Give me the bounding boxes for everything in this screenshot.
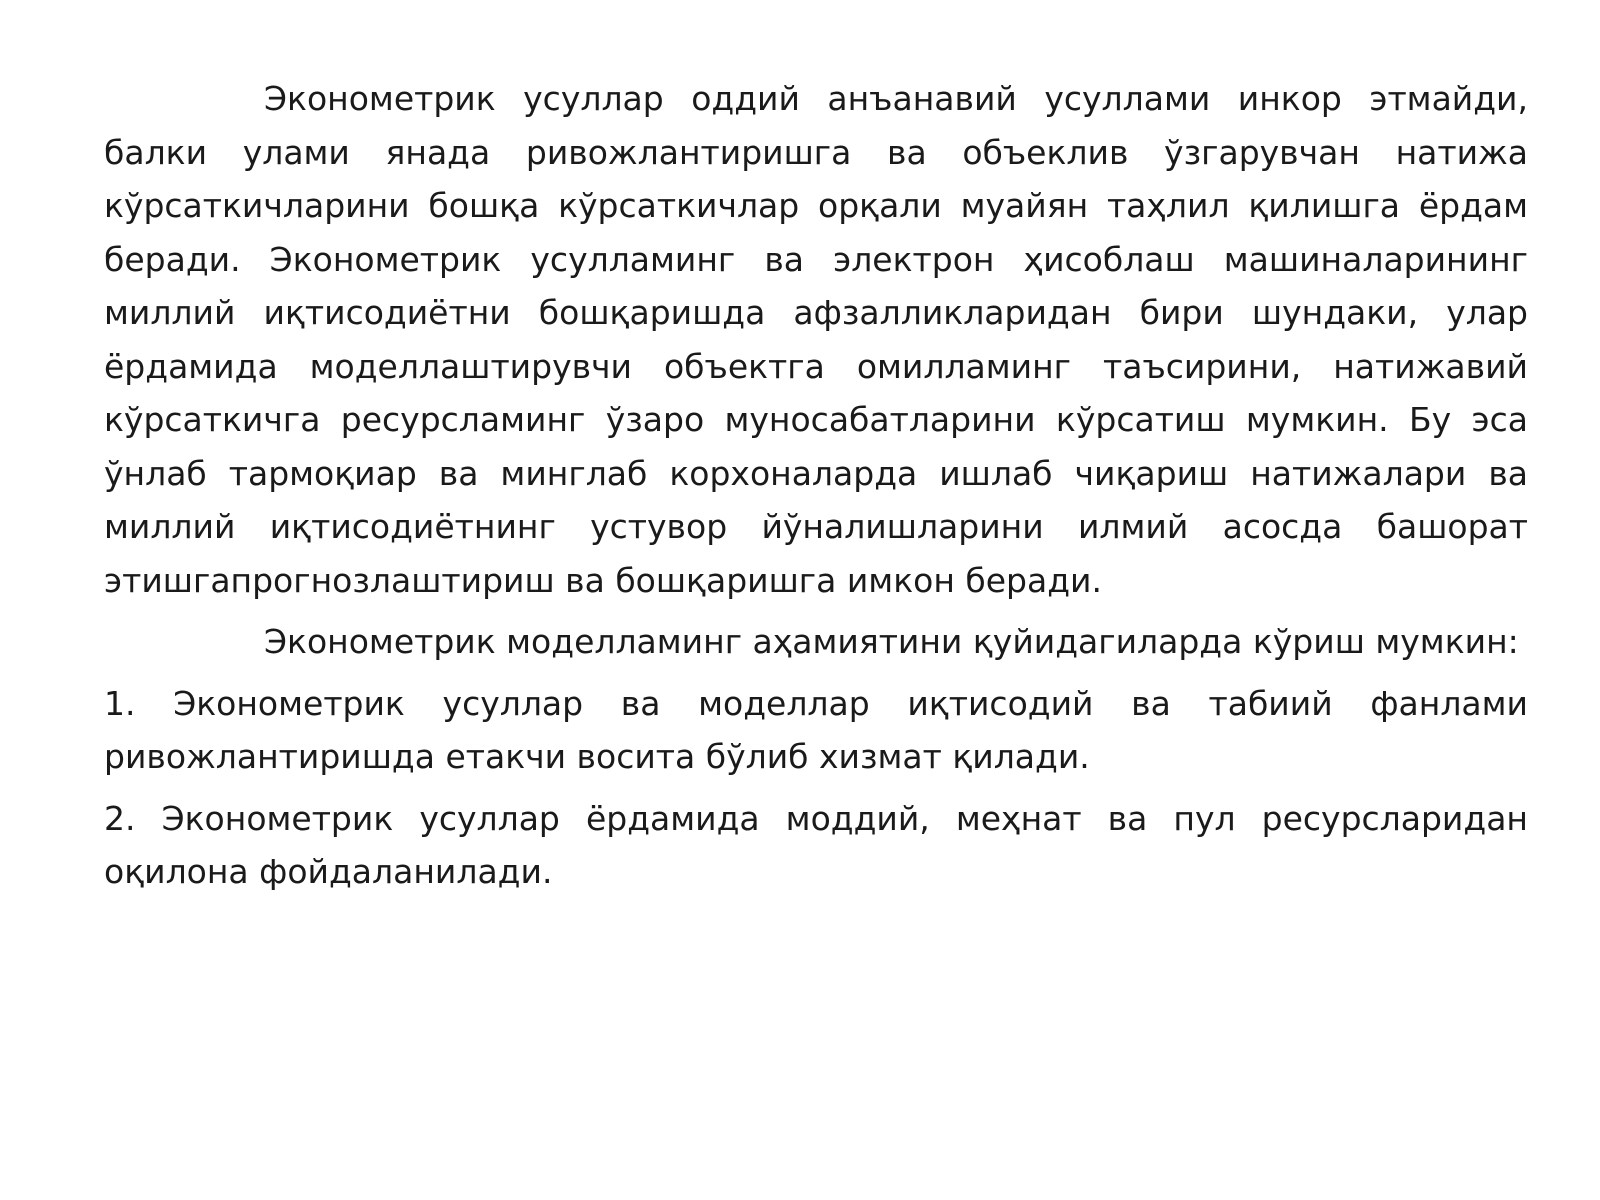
list-number-1: 1. [104, 683, 136, 723]
list-text-1: Эконометрик усуллар ва моделлар иқтисодий ва табиий фанлами ривожлантиришда етакчи восита бўлиб хизмат қилади. [104, 683, 1528, 776]
document-body [104, 72, 1528, 907]
list-item-1 [104, 677, 1528, 784]
paragraph-1: Эконометрик усуллар оддий анъанавий усуллами инкор этмайди, балки улами янада ривожлантиришга ва объеклив ўзгарувчан натижа кўрсаткичларини бошқа кўрсаткичлар орқали муайян таҳлил қилишга ёрдам беради. Эконометрик усулламинг ва электрон ҳисоблаш машиналарининг миллий иқтисодиётни бошқаришда афзалликларидан бири шундаки, улар ёрдамида моделлаштирувчи объектга омилламинг таъсирини, натижавий кўрсаткичга ресурсламинг ўзаро муносабатларини кўрсатиш мумкин. Бу эса ўнлаб тармоқиар ва минглаб корхоналарда ишлаб чиқариш натижалари ва миллий иқтисодиётнинг устувор йўналишларини илмий асосда башорат этишгапрогнозлаштириш ва бошқаришга имкон беради. [104, 79, 1528, 600]
list-item-2 [104, 792, 1528, 899]
paragraph-2: Эконометрик моделламинг аҳамиятини қуйидагиларда кўриш мумкин: [264, 622, 1519, 661]
list-number-2: 2. [104, 798, 136, 838]
list-text-2: Эконометрик усуллар ёрдамида моддий, меҳнат ва пул ресурсларидан оқилона фойдаланилади. [104, 798, 1528, 891]
